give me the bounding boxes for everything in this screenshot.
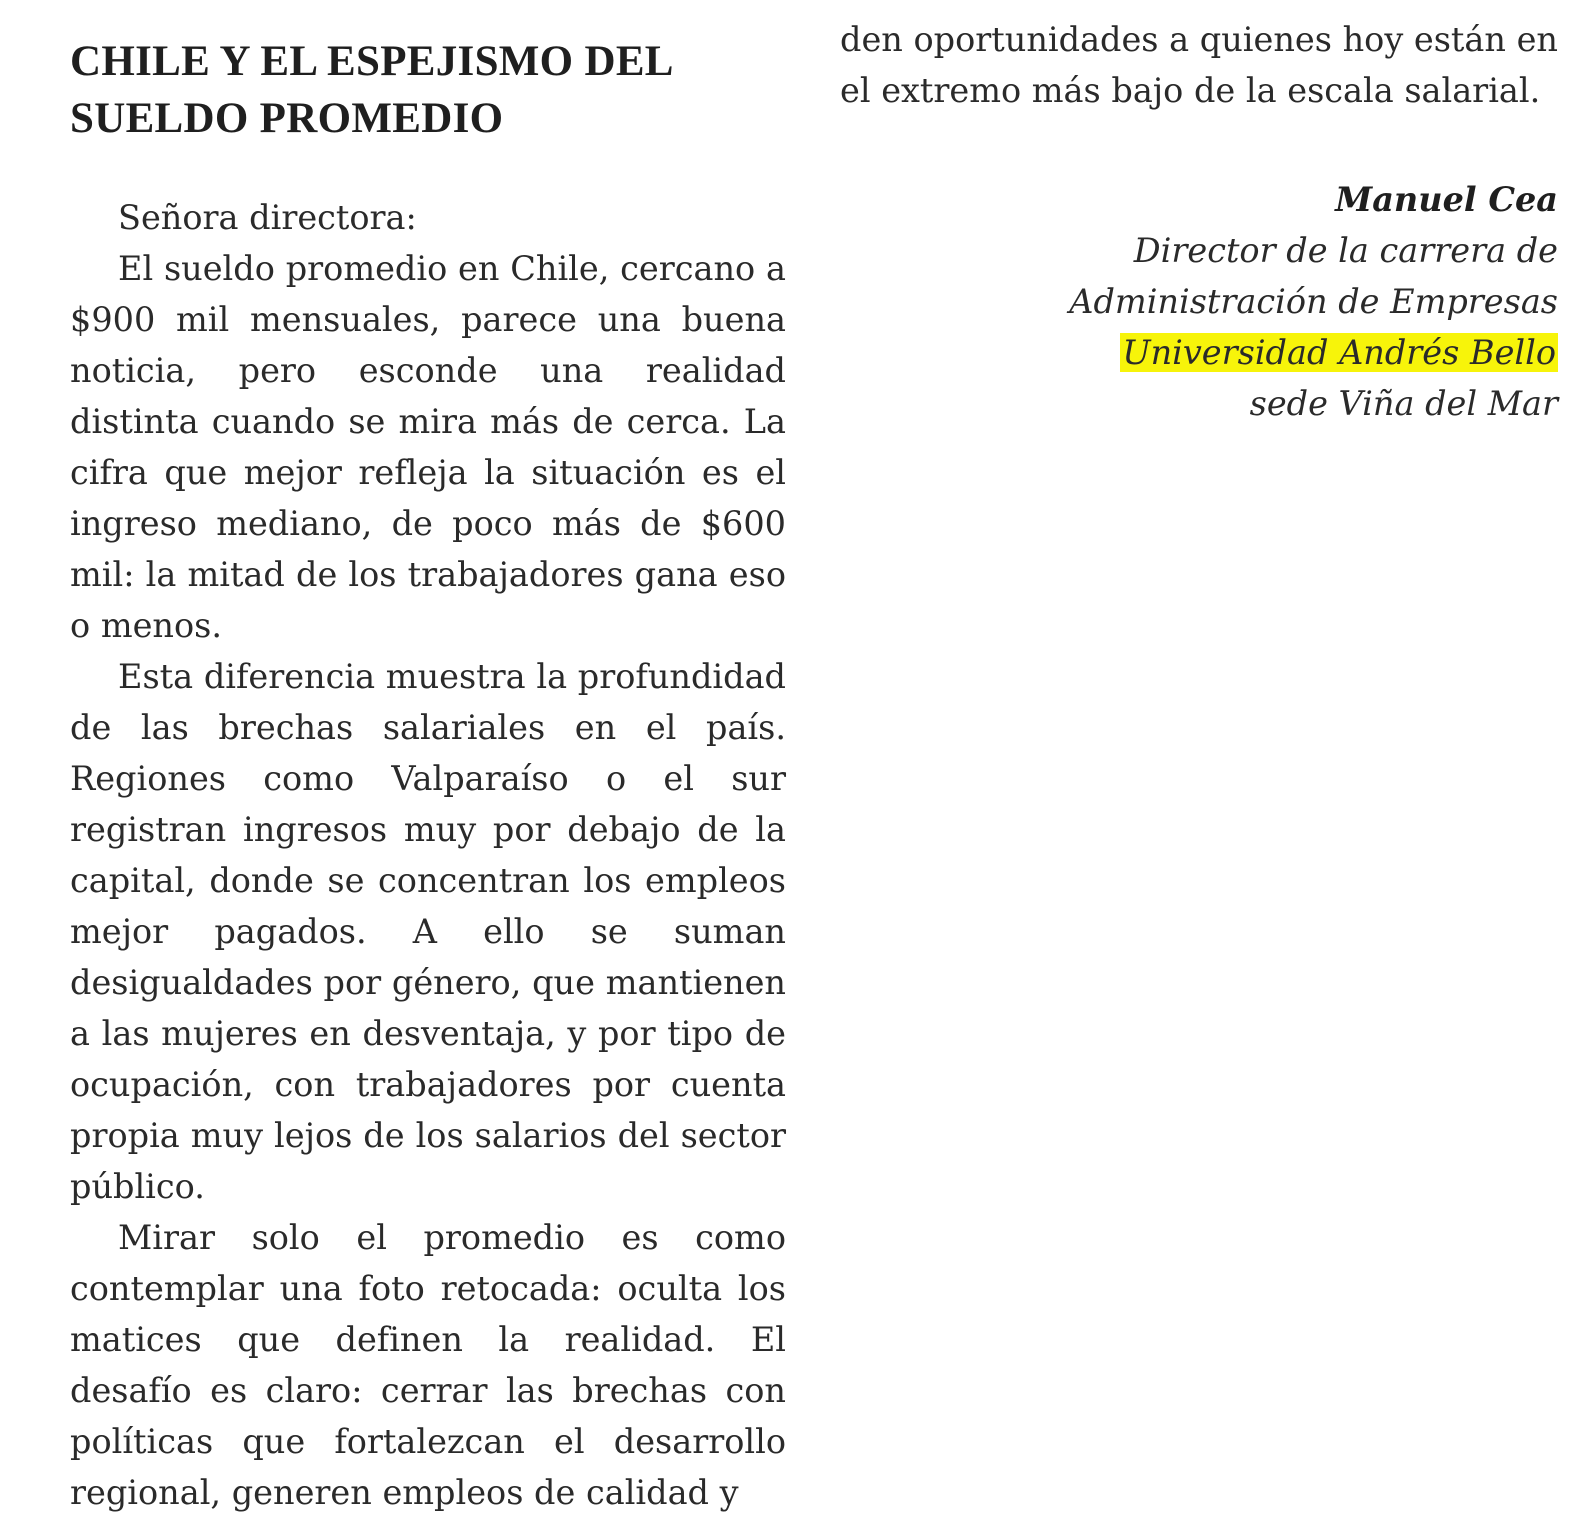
author-title-line-1: Director de la carrera de bbox=[1133, 231, 1558, 270]
article-headline: CHILE Y EL ESPEJISMO DEL SUELDO PROMEDIO bbox=[70, 38, 672, 142]
author-institution-line bbox=[840, 327, 1558, 378]
article-paragraph-3: Mirar solo el promedio es como contemplar una foto retocada: oculta los matices que definen la realidad. El desafío es claro: cerrar las brechas con políticas que fortalezcan el desarrollo regional, generen empleos de calidad y bbox=[70, 1217, 786, 1512]
article-paragraph-continuation: den oportunidades a quienes hoy están en el extremo más bajo de la escala salarial. bbox=[840, 20, 1558, 110]
author-campus: sede Viña del Mar bbox=[1249, 384, 1558, 423]
author-title-line-2: Administración de Empresas bbox=[1069, 282, 1558, 321]
signature-block bbox=[840, 174, 1558, 429]
author-institution: Universidad Andrés Bello bbox=[1122, 333, 1556, 372]
article-paragraph-1: El sueldo promedio en Chile, cercano a $900 mil mensuales, parece una buena noticia, pero esconde una realidad distinta cuando se mira más de cerca. La cifra que mejor refleja la situación es el ingreso mediano, de poco más de $600 mil: la mitad de los trabajadores gana eso o menos. bbox=[70, 248, 786, 645]
article-right-column bbox=[840, 14, 1558, 429]
author-name: Manuel Cea bbox=[1335, 180, 1558, 219]
salutation: Señora directora: bbox=[118, 197, 417, 237]
article-left-column bbox=[70, 34, 786, 1518]
article-paragraph-2: Esta diferencia muestra la profundidad de las brechas salariales en el país. Regiones como Valparaíso o el sur registran ingresos muy por debajo de la capital, donde se concentran los empleos mejor pagados. A ello se suman desigualdades por género, que mantienen a las mujeres en desventaja, y por tipo de ocupación, con trabajadores por cuenta propia muy lejos de los salarios del sector público. bbox=[70, 656, 786, 1206]
